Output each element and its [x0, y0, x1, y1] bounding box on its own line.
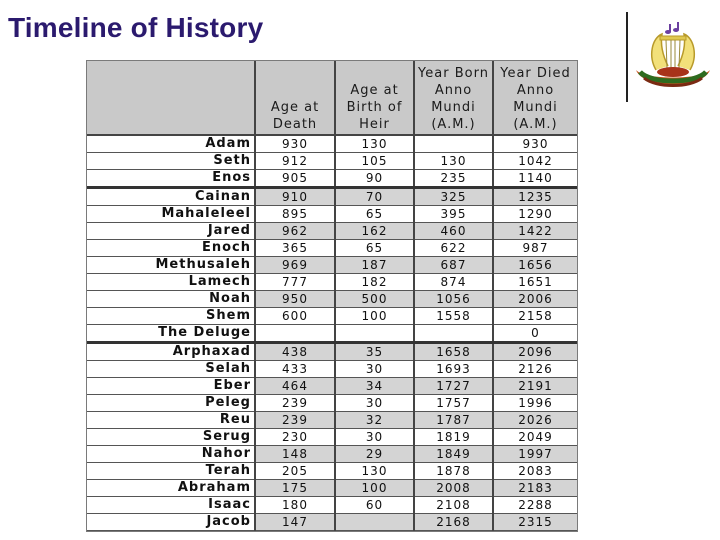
table-row [87, 395, 577, 412]
age-at-birth-of-heir-cell: 65 [335, 240, 414, 257]
age-at-birth-of-heir-cell: 30 [335, 395, 414, 412]
person-name-cell: Abraham [87, 480, 255, 497]
age-at-death-cell: 147 [255, 514, 335, 531]
year-died-cell: 1996 [493, 395, 577, 412]
header-year-died: Year Died Anno Mundi (A.M.) [493, 61, 577, 135]
year-born-cell: 2008 [414, 480, 493, 497]
age-at-death-cell: 180 [255, 497, 335, 514]
age-at-death-cell: 910 [255, 188, 335, 206]
year-born-cell [414, 325, 493, 343]
table-row [87, 206, 577, 223]
age-at-birth-of-heir-cell: 187 [335, 257, 414, 274]
year-born-cell: 1819 [414, 429, 493, 446]
age-at-birth-of-heir-cell: 182 [335, 274, 414, 291]
person-name-cell: Arphaxad [87, 343, 255, 361]
age-at-birth-of-heir-cell: 60 [335, 497, 414, 514]
table-row [87, 240, 577, 257]
person-name-cell: Jared [87, 223, 255, 240]
age-at-death-cell: 777 [255, 274, 335, 291]
age-at-birth-of-heir-cell: 34 [335, 378, 414, 395]
year-born-cell: 687 [414, 257, 493, 274]
person-name-cell: Noah [87, 291, 255, 308]
age-at-death-cell: 930 [255, 135, 335, 153]
person-name-cell: Lamech [87, 274, 255, 291]
person-name-cell: Enos [87, 170, 255, 188]
age-at-birth-of-heir-cell: 65 [335, 206, 414, 223]
age-at-birth-of-heir-cell [335, 514, 414, 531]
table-row [87, 480, 577, 497]
age-at-birth-of-heir-cell [335, 325, 414, 343]
age-at-death-cell: 895 [255, 206, 335, 223]
age-at-death-cell: 239 [255, 412, 335, 429]
header-blank [87, 61, 255, 135]
table-row [87, 257, 577, 274]
year-died-cell: 2288 [493, 497, 577, 514]
person-name-cell: Nahor [87, 446, 255, 463]
table-row [87, 446, 577, 463]
table-row [87, 291, 577, 308]
year-born-cell: 395 [414, 206, 493, 223]
year-born-cell [414, 135, 493, 153]
year-born-cell: 1558 [414, 308, 493, 325]
person-name-cell: Jacob [87, 514, 255, 531]
age-at-death-cell: 365 [255, 240, 335, 257]
person-name-cell: Seth [87, 153, 255, 170]
year-born-cell: 1878 [414, 463, 493, 480]
age-at-birth-of-heir-cell: 500 [335, 291, 414, 308]
year-born-cell: 2168 [414, 514, 493, 531]
year-born-cell: 1757 [414, 395, 493, 412]
age-at-death-cell: 912 [255, 153, 335, 170]
year-born-cell: 460 [414, 223, 493, 240]
year-died-cell: 2315 [493, 514, 577, 531]
person-name-cell: Mahaleleel [87, 206, 255, 223]
table-row [87, 463, 577, 480]
age-at-birth-of-heir-cell: 130 [335, 463, 414, 480]
page-title: Timeline of History [8, 12, 264, 43]
person-name-cell: Reu [87, 412, 255, 429]
table-row [87, 223, 577, 240]
header-year-born: Year Born Anno Mundi (A.M.) [414, 61, 493, 135]
year-died-cell: 1422 [493, 223, 577, 240]
year-born-cell: 1693 [414, 361, 493, 378]
year-born-cell: 1727 [414, 378, 493, 395]
age-at-birth-of-heir-cell: 35 [335, 343, 414, 361]
table-row [87, 135, 577, 153]
year-died-cell: 930 [493, 135, 577, 153]
person-name-cell: Isaac [87, 497, 255, 514]
year-born-cell: 1849 [414, 446, 493, 463]
year-born-cell: 130 [414, 153, 493, 170]
age-at-death-cell: 175 [255, 480, 335, 497]
year-died-cell: 1140 [493, 170, 577, 188]
age-at-birth-of-heir-cell: 90 [335, 170, 414, 188]
year-died-cell: 1290 [493, 206, 577, 223]
person-name-cell: Adam [87, 135, 255, 153]
year-died-cell: 2083 [493, 463, 577, 480]
year-died-cell: 2158 [493, 308, 577, 325]
year-died-cell: 1042 [493, 153, 577, 170]
age-at-birth-of-heir-cell: 100 [335, 480, 414, 497]
person-name-cell: Cainan [87, 188, 255, 206]
year-died-cell: 2026 [493, 412, 577, 429]
table-row [87, 514, 577, 531]
header-age-at-birth-of-heir: Age at Birth of Heir [335, 61, 414, 135]
age-at-birth-of-heir-cell: 29 [335, 446, 414, 463]
year-died-cell: 1651 [493, 274, 577, 291]
age-at-death-cell: 969 [255, 257, 335, 274]
age-at-birth-of-heir-cell: 30 [335, 429, 414, 446]
age-at-birth-of-heir-cell: 70 [335, 188, 414, 206]
year-born-cell: 1056 [414, 291, 493, 308]
year-died-cell: 2126 [493, 361, 577, 378]
title-divider [626, 12, 628, 102]
age-at-death-cell [255, 325, 335, 343]
age-at-death-cell: 464 [255, 378, 335, 395]
year-died-cell: 2049 [493, 429, 577, 446]
year-died-cell: 987 [493, 240, 577, 257]
person-name-cell: Methusaleh [87, 257, 255, 274]
age-at-birth-of-heir-cell: 30 [335, 361, 414, 378]
age-at-birth-of-heir-cell: 32 [335, 412, 414, 429]
person-name-cell: Serug [87, 429, 255, 446]
table-row [87, 429, 577, 446]
person-name-cell: Eber [87, 378, 255, 395]
year-born-cell: 325 [414, 188, 493, 206]
year-born-cell: 2108 [414, 497, 493, 514]
age-at-birth-of-heir-cell: 162 [335, 223, 414, 240]
year-born-cell: 874 [414, 274, 493, 291]
table-row [87, 274, 577, 291]
table-row [87, 497, 577, 514]
table-header-row [87, 61, 577, 135]
person-name-cell: Shem [87, 308, 255, 325]
year-born-cell: 235 [414, 170, 493, 188]
year-died-cell: 0 [493, 325, 577, 343]
person-name-cell: Peleg [87, 395, 255, 412]
year-died-cell: 1235 [493, 188, 577, 206]
age-at-birth-of-heir-cell: 105 [335, 153, 414, 170]
year-died-cell: 1997 [493, 446, 577, 463]
age-at-birth-of-heir-cell: 130 [335, 135, 414, 153]
person-name-cell: The Deluge [87, 325, 255, 343]
age-at-death-cell: 600 [255, 308, 335, 325]
age-at-death-cell: 230 [255, 429, 335, 446]
table-row [87, 412, 577, 429]
age-at-death-cell: 950 [255, 291, 335, 308]
age-at-death-cell: 438 [255, 343, 335, 361]
year-died-cell: 2191 [493, 378, 577, 395]
table-row [87, 170, 577, 188]
table-row [87, 153, 577, 170]
genealogy-table [87, 61, 577, 531]
year-born-cell: 1658 [414, 343, 493, 361]
table-row [87, 361, 577, 378]
age-at-death-cell: 433 [255, 361, 335, 378]
age-at-death-cell: 205 [255, 463, 335, 480]
person-name-cell: Enoch [87, 240, 255, 257]
year-born-cell: 1787 [414, 412, 493, 429]
year-died-cell: 2183 [493, 480, 577, 497]
age-at-death-cell: 962 [255, 223, 335, 240]
person-name-cell: Terah [87, 463, 255, 480]
table-row [87, 343, 577, 361]
age-at-death-cell: 905 [255, 170, 335, 188]
age-at-birth-of-heir-cell: 100 [335, 308, 414, 325]
table-row [87, 308, 577, 325]
year-born-cell: 622 [414, 240, 493, 257]
table-row [87, 188, 577, 206]
age-at-death-cell: 148 [255, 446, 335, 463]
year-died-cell: 2006 [493, 291, 577, 308]
header-age-at-death: Age at Death [255, 61, 335, 135]
lyre-emblem-icon [630, 18, 716, 98]
genealogy-table-container [86, 60, 578, 532]
year-died-cell: 1656 [493, 257, 577, 274]
age-at-death-cell: 239 [255, 395, 335, 412]
person-name-cell: Selah [87, 361, 255, 378]
year-died-cell: 2096 [493, 343, 577, 361]
table-row [87, 378, 577, 395]
table-row [87, 325, 577, 343]
